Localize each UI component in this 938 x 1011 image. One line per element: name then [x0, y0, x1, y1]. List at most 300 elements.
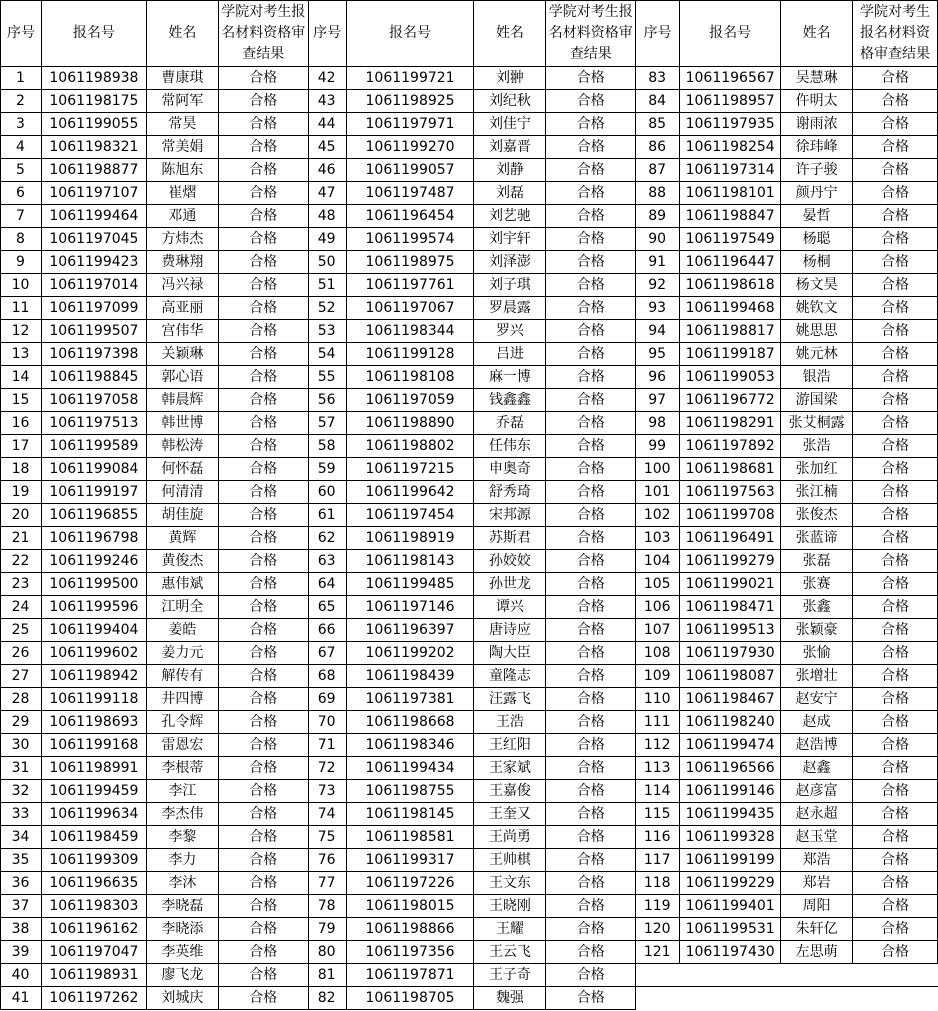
cell-result: 合格	[546, 872, 636, 895]
cell-seq: 26	[1, 642, 42, 665]
cell-result: 合格	[546, 665, 636, 688]
cell-seq: 83	[636, 67, 680, 90]
cell-regno: 1061196162	[41, 918, 146, 941]
cell-regno: 1061199246	[41, 550, 146, 573]
cell-name: 李黎	[146, 826, 218, 849]
cell-seq: 8	[1, 228, 42, 251]
cell-regno: 1061199574	[346, 228, 474, 251]
cell-name: 陶大臣	[474, 642, 546, 665]
table-row	[1, 573, 938, 596]
cell-result: 合格	[218, 849, 308, 872]
cell-seq: 25	[1, 619, 42, 642]
cell-name: 徐玮峰	[781, 136, 853, 159]
cell-name: 常阿军	[146, 90, 218, 113]
cell-seq: 90	[636, 228, 680, 251]
cell-regno: 1061199485	[346, 573, 474, 596]
cell-regno: 1061198802	[346, 435, 474, 458]
cell-result: 合格	[853, 90, 938, 113]
cell-regno: 1061199197	[41, 481, 146, 504]
cell-name: 王尚勇	[474, 826, 546, 849]
cell-result: 合格	[853, 849, 938, 872]
cell-result: 合格	[218, 941, 308, 964]
cell-result: 合格	[218, 205, 308, 228]
cell-result: 合格	[218, 113, 308, 136]
cell-regno: 1061199118	[41, 688, 146, 711]
cell-seq: 31	[1, 757, 42, 780]
cell-seq: 30	[1, 734, 42, 757]
cell-seq: 119	[636, 895, 680, 918]
cell-regno: 1061198991	[41, 757, 146, 780]
cell-regno: 1061197314	[680, 159, 781, 182]
cell-name: 黄辉	[146, 527, 218, 550]
cell-seq: 84	[636, 90, 680, 113]
cell-name: 谢雨浓	[781, 113, 853, 136]
cell-seq: 94	[636, 320, 680, 343]
cell-name: 冯兴禄	[146, 274, 218, 297]
cell-name: 韩世博	[146, 412, 218, 435]
cell-seq: 24	[1, 596, 42, 619]
cell-name: 刘佳宁	[474, 113, 546, 136]
header-result	[853, 1, 938, 67]
cell-seq: 28	[1, 688, 42, 711]
cell-result: 合格	[218, 90, 308, 113]
table-row	[1, 274, 938, 297]
cell-result: 合格	[546, 320, 636, 343]
header-regno: 报名号	[346, 1, 474, 67]
cell-seq: 52	[308, 297, 346, 320]
cell-name: 王文东	[474, 872, 546, 895]
cell-regno: 1061199513	[680, 619, 781, 642]
cell-result: 合格	[218, 412, 308, 435]
cell-seq: 61	[308, 504, 346, 527]
cell-regno: 1061198254	[680, 136, 781, 159]
cell-result: 合格	[218, 573, 308, 596]
cell-result: 合格	[853, 412, 938, 435]
cell-regno: 1061196855	[41, 504, 146, 527]
table-row	[1, 458, 938, 481]
header-result	[546, 1, 636, 67]
cell-name: 罗兴	[474, 320, 546, 343]
cell-result: 合格	[218, 872, 308, 895]
cell-name: 周阳	[781, 895, 853, 918]
cell-name: 乔磊	[474, 412, 546, 435]
cell-seq: 69	[308, 688, 346, 711]
cell-seq: 121	[636, 941, 680, 964]
cell-name: 刘翀	[474, 67, 546, 90]
cell-name: 王红阳	[474, 734, 546, 757]
cell-regno: 1061197262	[41, 987, 146, 1010]
cell-name: 赵玉堂	[781, 826, 853, 849]
cell-result: 合格	[546, 182, 636, 205]
cell-name: 张加红	[781, 458, 853, 481]
cell-seq: 107	[636, 619, 680, 642]
cell-name: 李杰伟	[146, 803, 218, 826]
cell-regno: 1061197381	[346, 688, 474, 711]
cell-name: 刘嘉晋	[474, 136, 546, 159]
table-row	[1, 734, 938, 757]
cell-result: 合格	[853, 343, 938, 366]
cell-name: 雷恩宏	[146, 734, 218, 757]
cell-result: 合格	[218, 642, 308, 665]
table-row	[1, 803, 938, 826]
cell-result: 合格	[853, 481, 938, 504]
cell-name: 吕进	[474, 343, 546, 366]
cell-name: 张艾桐露	[781, 412, 853, 435]
cell-seq: 106	[636, 596, 680, 619]
cell-result: 合格	[218, 688, 308, 711]
cell-seq: 100	[636, 458, 680, 481]
cell-name: 赵彦富	[781, 780, 853, 803]
cell-seq: 37	[1, 895, 42, 918]
cell-result: 合格	[218, 159, 308, 182]
cell-result: 合格	[218, 987, 308, 1010]
cell-seq: 95	[636, 343, 680, 366]
cell-name: 赵浩博	[781, 734, 853, 757]
cell-regno: 1061199270	[346, 136, 474, 159]
cell-name: 张江楠	[781, 481, 853, 504]
table-row	[1, 918, 938, 941]
cell-regno: 1061197107	[41, 182, 146, 205]
table-row	[1, 113, 938, 136]
cell-name: 刘泽澎	[474, 251, 546, 274]
cell-result: 合格	[853, 136, 938, 159]
cell-result: 合格	[546, 573, 636, 596]
cell-result: 合格	[546, 964, 636, 987]
cell-regno: 1061198175	[41, 90, 146, 113]
cell-result: 合格	[853, 320, 938, 343]
cell-result: 合格	[546, 251, 636, 274]
cell-regno: 1061197930	[680, 642, 781, 665]
cell-regno: 1061198957	[680, 90, 781, 113]
cell-result: 合格	[218, 458, 308, 481]
cell-seq: 36	[1, 872, 42, 895]
cell-seq: 42	[308, 67, 346, 90]
cell-result: 合格	[546, 918, 636, 941]
cell-regno: 1061198975	[346, 251, 474, 274]
cell-seq: 23	[1, 573, 42, 596]
cell-name: 王嘉俊	[474, 780, 546, 803]
cell-result: 合格	[853, 205, 938, 228]
cell-regno: 1061196454	[346, 205, 474, 228]
cell-regno: 1061199317	[346, 849, 474, 872]
cell-seq: 108	[636, 642, 680, 665]
header-row	[1, 1, 938, 67]
cell-name: 麻一博	[474, 366, 546, 389]
cell-regno: 1061198705	[346, 987, 474, 1010]
cell-seq: 4	[1, 136, 42, 159]
cell-regno: 1061196447	[680, 251, 781, 274]
cell-result: 合格	[218, 665, 308, 688]
cell-name: 杨文昊	[781, 274, 853, 297]
cell-result: 合格	[546, 734, 636, 757]
cell-name: 唐诗应	[474, 619, 546, 642]
cell-seq: 118	[636, 872, 680, 895]
cell-regno: 1061198845	[41, 366, 146, 389]
table-row	[1, 182, 938, 205]
cell-regno: 1061199500	[41, 573, 146, 596]
cell-seq: 70	[308, 711, 346, 734]
cell-name: 王云飞	[474, 941, 546, 964]
cell-regno: 1061197398	[41, 343, 146, 366]
table-row	[1, 504, 938, 527]
cell-seq: 120	[636, 918, 680, 941]
cell-regno: 1061198847	[680, 205, 781, 228]
cell-seq: 13	[1, 343, 42, 366]
cell-regno: 1061196772	[680, 389, 781, 412]
table-row	[1, 780, 938, 803]
cell-result: 合格	[853, 159, 938, 182]
cell-regno: 1061198439	[346, 665, 474, 688]
table-row	[1, 228, 938, 251]
cell-regno: 1061196566	[680, 757, 781, 780]
cell-seq: 33	[1, 803, 42, 826]
cell-name: 钱鑫鑫	[474, 389, 546, 412]
header-name: 姓名	[146, 1, 218, 67]
cell-seq: 7	[1, 205, 42, 228]
cell-regno: 1061197871	[346, 964, 474, 987]
table-row	[1, 642, 938, 665]
cell-seq: 45	[308, 136, 346, 159]
cell-name: 仵明太	[781, 90, 853, 113]
cell-seq: 6	[1, 182, 42, 205]
cell-regno: 1061197761	[346, 274, 474, 297]
cell-result: 合格	[853, 596, 938, 619]
cell-result: 合格	[853, 757, 938, 780]
cell-result: 合格	[546, 849, 636, 872]
cell-seq: 32	[1, 780, 42, 803]
cell-name: 朱轩亿	[781, 918, 853, 941]
cell-result: 合格	[218, 228, 308, 251]
cell-seq: 89	[636, 205, 680, 228]
cell-regno: 1061199229	[680, 872, 781, 895]
cell-regno: 1061199531	[680, 918, 781, 941]
cell-regno: 1061199474	[680, 734, 781, 757]
cell-result: 合格	[546, 941, 636, 964]
empty-cell	[636, 987, 938, 1010]
cell-name: 廖飞龙	[146, 964, 218, 987]
cell-name: 童隆志	[474, 665, 546, 688]
cell-seq: 35	[1, 849, 42, 872]
cell-result: 合格	[218, 757, 308, 780]
cell-seq: 46	[308, 159, 346, 182]
cell-name: 孙世龙	[474, 573, 546, 596]
cell-regno: 1061198866	[346, 918, 474, 941]
cell-seq: 101	[636, 481, 680, 504]
cell-name: 姚元林	[781, 343, 853, 366]
cell-result: 合格	[546, 780, 636, 803]
cell-name: 解传有	[146, 665, 218, 688]
cell-regno: 1061199435	[680, 803, 781, 826]
cell-regno: 1061199187	[680, 343, 781, 366]
cell-result: 合格	[546, 274, 636, 297]
cell-seq: 111	[636, 711, 680, 734]
cell-regno: 1061198925	[346, 90, 474, 113]
table-row	[1, 435, 938, 458]
cell-regno: 1061197226	[346, 872, 474, 895]
cell-result: 合格	[218, 780, 308, 803]
cell-result: 合格	[218, 596, 308, 619]
cell-name: 郑岩	[781, 872, 853, 895]
cell-regno: 1061198145	[346, 803, 474, 826]
cell-name: 费琳翔	[146, 251, 218, 274]
cell-name: 王耀	[474, 918, 546, 941]
cell-name: 姜力元	[146, 642, 218, 665]
cell-regno: 1061198890	[346, 412, 474, 435]
header-name: 姓名	[781, 1, 853, 67]
cell-name: 曹康琪	[146, 67, 218, 90]
table-row	[1, 596, 938, 619]
cell-name: 张颖豪	[781, 619, 853, 642]
cell-name: 刘磊	[474, 182, 546, 205]
cell-regno: 1061199057	[346, 159, 474, 182]
cell-regno: 1061199596	[41, 596, 146, 619]
cell-regno: 1061198618	[680, 274, 781, 297]
cell-name: 王家斌	[474, 757, 546, 780]
cell-result: 合格	[218, 182, 308, 205]
header-regno: 报名号	[41, 1, 146, 67]
cell-regno: 1061198291	[680, 412, 781, 435]
cell-name: 韩松涛	[146, 435, 218, 458]
cell-regno: 1061198942	[41, 665, 146, 688]
cell-result: 合格	[853, 826, 938, 849]
cell-seq: 41	[1, 987, 42, 1010]
cell-result: 合格	[546, 228, 636, 251]
cell-result: 合格	[218, 136, 308, 159]
table-row	[1, 941, 938, 964]
cell-regno: 1061199404	[41, 619, 146, 642]
cell-seq: 2	[1, 90, 42, 113]
cell-result: 合格	[546, 205, 636, 228]
cell-name: 申奥奇	[474, 458, 546, 481]
cell-result: 合格	[853, 504, 938, 527]
cell-regno: 1061198668	[346, 711, 474, 734]
cell-regno: 1061199721	[346, 67, 474, 90]
cell-name: 王晓刚	[474, 895, 546, 918]
cell-result: 合格	[853, 803, 938, 826]
cell-name: 杨聪	[781, 228, 853, 251]
cell-result: 合格	[853, 780, 938, 803]
cell-regno: 1061197454	[346, 504, 474, 527]
cell-name: 郭心语	[146, 366, 218, 389]
cell-name: 高亚丽	[146, 297, 218, 320]
cell-result: 合格	[853, 67, 938, 90]
cell-result: 合格	[218, 343, 308, 366]
cell-name: 李沐	[146, 872, 218, 895]
cell-result: 合格	[853, 918, 938, 941]
table-row	[1, 987, 938, 1010]
cell-result: 合格	[853, 458, 938, 481]
cell-seq: 21	[1, 527, 42, 550]
cell-seq: 63	[308, 550, 346, 573]
cell-regno: 1061198143	[346, 550, 474, 573]
cell-name: 刘纪秋	[474, 90, 546, 113]
cell-regno: 1061199168	[41, 734, 146, 757]
cell-result: 合格	[546, 366, 636, 389]
cell-seq: 78	[308, 895, 346, 918]
cell-regno: 1061197563	[680, 481, 781, 504]
cell-seq: 74	[308, 803, 346, 826]
cell-result: 合格	[546, 803, 636, 826]
cell-result: 合格	[853, 228, 938, 251]
cell-regno: 1061197058	[41, 389, 146, 412]
cell-name: 姜皓	[146, 619, 218, 642]
cell-regno: 1061197014	[41, 274, 146, 297]
cell-result: 合格	[853, 182, 938, 205]
cell-seq: 14	[1, 366, 42, 389]
cell-seq: 10	[1, 274, 42, 297]
cell-name: 杨桐	[781, 251, 853, 274]
cell-name: 游国梁	[781, 389, 853, 412]
cell-seq: 1	[1, 67, 42, 90]
cell-result: 合格	[546, 895, 636, 918]
cell-name: 郑浩	[781, 849, 853, 872]
cell-result: 合格	[853, 665, 938, 688]
cell-result: 合格	[853, 941, 938, 964]
header-result-text: 学院对考生报名材料资格审查结果	[221, 4, 306, 62]
cell-result: 合格	[218, 435, 308, 458]
cell-name: 姚钦文	[781, 297, 853, 320]
cell-seq: 113	[636, 757, 680, 780]
cell-seq: 11	[1, 297, 42, 320]
cell-seq: 85	[636, 113, 680, 136]
cell-result: 合格	[218, 964, 308, 987]
cell-name: 颜丹宁	[781, 182, 853, 205]
cell-name: 汪露飞	[474, 688, 546, 711]
cell-seq: 18	[1, 458, 42, 481]
cell-regno: 1061198321	[41, 136, 146, 159]
cell-regno: 1061198240	[680, 711, 781, 734]
cell-result: 合格	[853, 251, 938, 274]
cell-seq: 60	[308, 481, 346, 504]
table-row	[1, 320, 938, 343]
table-row	[1, 343, 938, 366]
cell-result: 合格	[853, 642, 938, 665]
cell-result: 合格	[218, 895, 308, 918]
cell-result: 合格	[853, 274, 938, 297]
cell-name: 魏强	[474, 987, 546, 1010]
cell-name: 李江	[146, 780, 218, 803]
cell-regno: 1061199642	[346, 481, 474, 504]
cell-result: 合格	[218, 504, 308, 527]
cell-name: 江明全	[146, 596, 218, 619]
cell-regno: 1061199434	[346, 757, 474, 780]
cell-regno: 1061198938	[41, 67, 146, 90]
cell-regno: 1061197099	[41, 297, 146, 320]
cell-name: 张赛	[781, 573, 853, 596]
cell-seq: 71	[308, 734, 346, 757]
table-row	[1, 849, 938, 872]
cell-name: 谭兴	[474, 596, 546, 619]
header-regno: 报名号	[680, 1, 781, 67]
header-result	[218, 1, 308, 67]
cell-name: 何怀磊	[146, 458, 218, 481]
cell-seq: 97	[636, 389, 680, 412]
cell-result: 合格	[218, 550, 308, 573]
cell-seq: 98	[636, 412, 680, 435]
cell-result: 合格	[218, 67, 308, 90]
cell-result: 合格	[546, 481, 636, 504]
header-seq: 序号	[636, 1, 680, 67]
table-row	[1, 90, 938, 113]
cell-result: 合格	[546, 527, 636, 550]
cell-result: 合格	[218, 251, 308, 274]
cell-seq: 34	[1, 826, 42, 849]
cell-name: 刘子琪	[474, 274, 546, 297]
table-row	[1, 757, 938, 780]
cell-seq: 38	[1, 918, 42, 941]
cell-regno: 1061198346	[346, 734, 474, 757]
cell-regno: 1061197045	[41, 228, 146, 251]
